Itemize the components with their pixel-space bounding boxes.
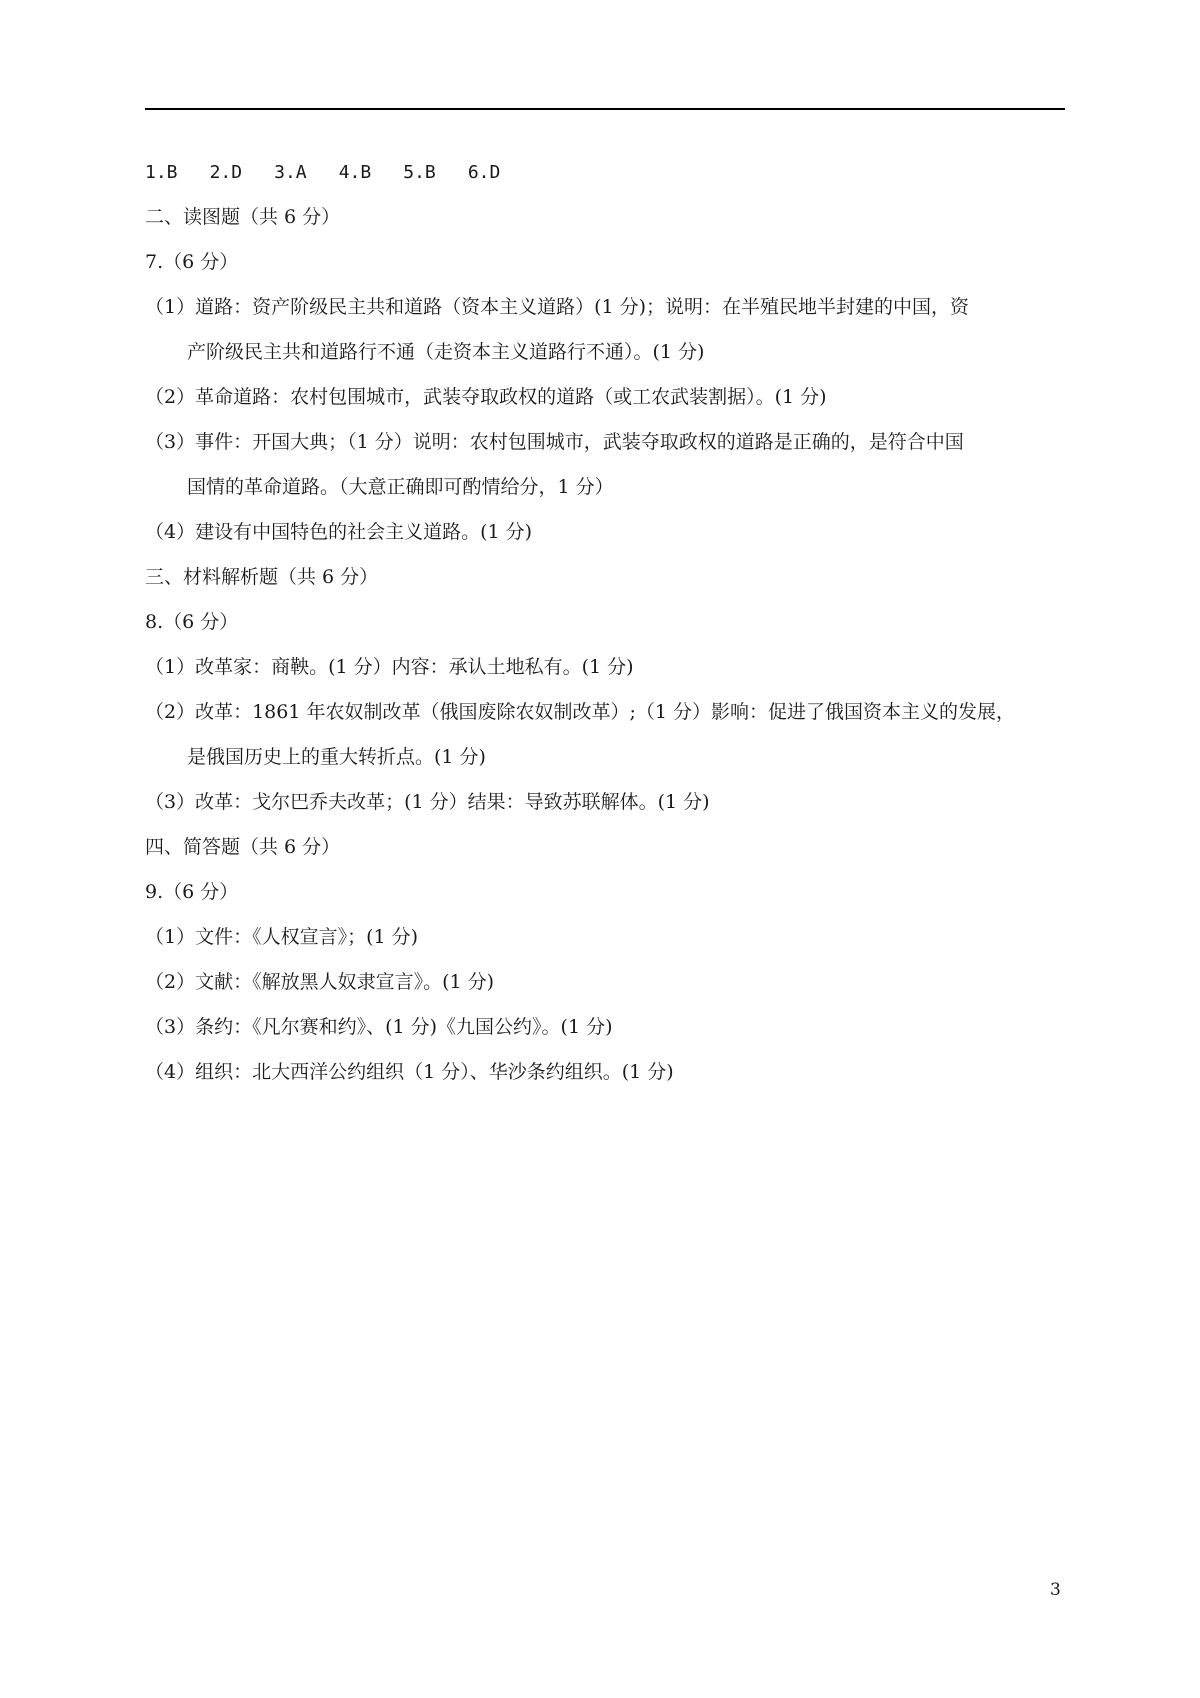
header-rule [145,108,1065,110]
answer-item-continuation: 是俄国历史上的重大转折点。(1 分) [187,746,486,768]
question-number: 8.（6 分） [145,611,239,633]
section-heading: 三、材料解析题（共 6 分） [145,566,379,588]
answer-key-body [145,150,1065,1095]
answer-item: （2）改革：1861 年农奴制改革（俄国废除农奴制改革）;（1 分）影响：促进了俄国资本主义的发展， [145,701,1016,723]
answer-item: （1）改革家：商鞅。(1 分）内容：承认土地私有。(1 分) [145,656,634,678]
mc-answer: 6.D [467,162,501,183]
answer-item-continuation: 产阶级民主共和道路行不通（走资本主义道路行不通）。(1 分) [187,341,705,363]
answer-item: （4）建设有中国特色的社会主义道路。(1 分) [145,521,533,543]
answer-item: （3）条约：《凡尔赛和约》、(1 分)《九国公约》。(1 分) [145,1016,613,1038]
page-number: 3 [1050,1580,1061,1600]
section-heading: 四、简答题（共 6 分） [145,836,341,858]
mc-answer: 4.B [338,162,372,183]
mc-answer: 2.D [209,162,243,183]
answer-item: （2）文献：《解放黑人奴隶宣言》。(1 分) [145,971,495,993]
answer-item: （4）组织：北大西洋公约组织（1 分）、华沙条约组织。(1 分) [145,1061,674,1083]
answer-item: （1）道路：资产阶级民主共和道路（资本主义道路）(1 分)；说明：在半殖民地半封建的中国，资 [145,296,970,318]
mc-answer: 3.A [274,162,307,183]
answer-item: （2）革命道路：农村包围城市，武装夺取政权的道路（或工农武装割据）。(1 分) [145,386,827,408]
section-heading: 二、读图题（共 6 分） [145,206,341,228]
question-number: 9.（6 分） [145,881,239,903]
mc-answer: 5.B [403,162,436,183]
question-number: 7.（6 分） [145,251,239,273]
answer-item: （1）文件：《人权宣言》；(1 分) [145,926,419,948]
answer-item: （3）事件：开国大典；（1 分）说明：农村包围城市，武装夺取政权的道路是正确的，是符合中国 [145,431,964,453]
answer-item: （3）改革：戈尔巴乔夫改革；(1 分）结果：导致苏联解体。(1 分) [145,791,710,813]
mc-answer: 1.B [145,162,178,183]
multiple-choice-answers [145,150,1065,195]
answer-item-continuation: 国情的革命道路。（大意正确即可酌情给分，1 分） [187,476,614,498]
